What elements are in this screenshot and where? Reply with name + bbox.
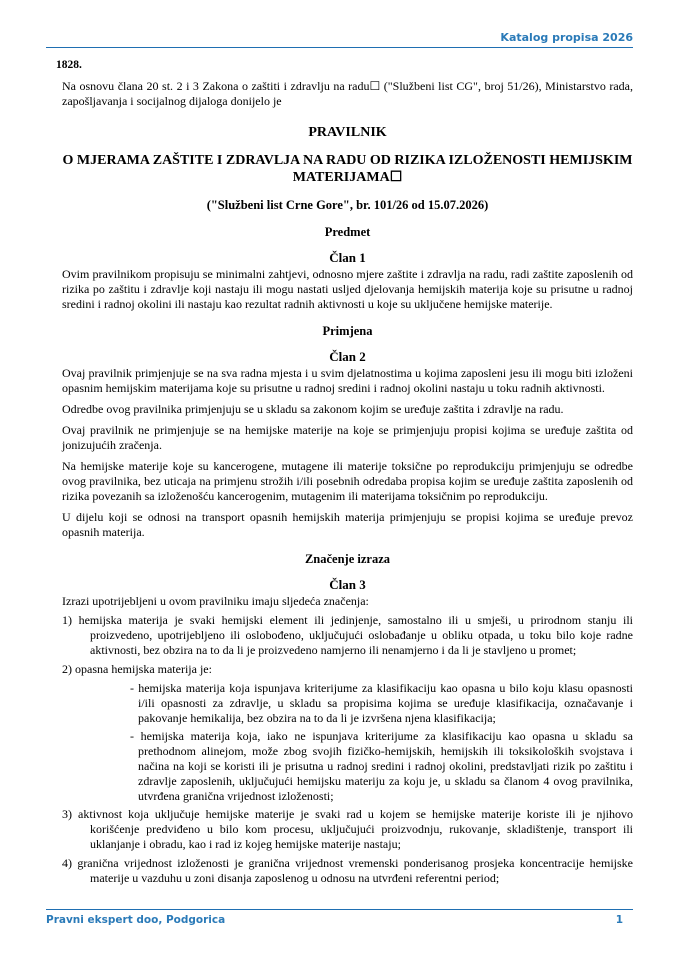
document-number: 1828. [56, 59, 82, 71]
article-1-heading: Član 1 [329, 250, 366, 265]
article-2-paragraph-5: U dijelu koji se odnosi na transport opasnih hemijskih materija primjenjuju se propisi kojima se uređuje prevoz opasnih materija. [62, 510, 633, 539]
document-title: PRAVILNIK [308, 125, 387, 140]
article-2-paragraph-1: Ovaj pravilnik primjenjuje se na sva radna mjesta i u svim djelatnostima u kojima zaposleni jesu ili mogu biti izloženi opasnim hemijskim materijama koje su prisutne u radnoj sredini i radnoj okolini nastaju u toku radnih aktivnosti. [62, 366, 633, 395]
page-number: 1 [615, 914, 623, 926]
document-body [56, 58, 633, 890]
article-3-lead: Izrazi upotrijebljeni u ovom pravilniku imaju sljedeća značenja: [62, 594, 369, 608]
article-1-paragraph: Ovim pravilnikom propisuju se minimalni zahtjevi, odnosno mjere zaštite i zdravlja na radu, radi zaštite zaposlenih od rizika po zaštitu i zdravlje koji nastaju ili mogu nastati uslјed djelovanja hemijskih materija koje su prisutne u radnoj sredini i radnoj okolini ili nastaju kao rezultat radnih aktivnosti u koje su uključene hemijske materije. [62, 267, 633, 311]
section-heading-znacenje-izraza: Značenje izraza [304, 552, 391, 566]
article-2-paragraph-2: Odredbe ovog pravilnika primjenjuju se u skladu sa zakonom kojim se uređuje zaštita i zdravlje na radu. [62, 402, 564, 416]
article-3-item-1: 1) hemijska materija je svaki hemijski element ili jedinjenje, samostalno ili u smješi, u prirodnom stanju ili proizvedeno, upotrijebljeno ili oslobođeno, uključujući oslobađanje u obliku otpada, u toku bilo koje radne aktivnosti, bez obzira na to da li je proizvedeno namjerno ili nenamjerno i da li je stavljeno u promet; [62, 613, 633, 657]
article-2-heading: Član 2 [329, 349, 366, 364]
section-heading-predmet: Predmet [324, 225, 371, 239]
page-footer [46, 909, 633, 931]
article-3-heading: Član 3 [329, 577, 366, 592]
article-3-item-4: 4) granična vrijednost izloženosti je granična vrijednost vremenski ponderisanog prosjeka koncentracije hemijske materije u vazduhu u zoni disanja zaposlenog u odnosu na utvrđeni referentni period; [62, 856, 633, 885]
article-3-item-3: 3) aktivnost koja uključuje hemijske materije je svaki rad u kojem se hemijske materije koriste ili je njihovo korišćenje predviđeno u bilo kom procesu, uključujući proizvodnju, rukovanje, skladištenje, transport ili uklanjanje i obradu, kao i rad iz kojeg hemijske materije nastaju; [62, 807, 633, 851]
footer-publisher: Pravni ekspert doo, Podgorica [46, 914, 226, 926]
article-3-item-2-bullet-1: - hemijska materija koja ispunjava kriterijume za klasifikaciju kao opasna u bilo koju klasu opasnosti i/ili opasnosti za zdravlje, u skladu sa propisima kojima se uređuje klasifikacija, označavanje i pakovanje hemikalija, bez obzira na to da li je izvršena njena klasifikacija; [130, 681, 633, 725]
header-title: Katalog propisa 2026 [500, 31, 633, 44]
article-3-item-2-bullet-2: - hemijska materija koja, iako ne ispunjava kriterijume za klasifikaciju kao opasna u skladu sa prethodnom alinejom, može zbog svojih fizičko-hemijskih, hemijskih ili toksikoloških svojstava i načina na koji se koristi ili je prisutna u radnoj sredini i radnoj okolini, predstavljati rizik po zaštitu i zdravlje zaposlenih, uključujući hemijsku materiju za koju je, u skladu sa članom 4 ovog pravilnika, utvrđena granična vrijednost izloženosti; [130, 729, 633, 803]
document-subtitle: O MJERAMA ZAŠTITE I ZDRAVLJA NA RADU OD RIZIKA IZLOŽENOSTI HEMIJSKIM MATERIJAMA☐ [62, 153, 633, 185]
article-2-paragraph-4: Na hemijske materije koje su kancerogene, mutagene ili materije toksične po reprodukciju primjenjuju se odredbe ovog pravilnika, bez uticaja na primjenu strožih i/ili posebnih odredaba propisa kojim se uređuje zaštita zaposlenih od rizika povezanih sa izloženošću kancerogenim, mutagenim ili materijama toksičnim po reprodukciju. [62, 459, 633, 503]
article-3-item-2: 2) opasna hemijska materija je: [62, 662, 212, 676]
page-header [46, 30, 633, 48]
intro-paragraph: Na osnovu člana 20 st. 2 i 3 Zakona o zaštiti i zdravlju na radu☐ ("Službeni list CG", broj 51/26), Ministarstvo rada, zapošljavanja i socijalnog dijaloga donijelo je [62, 79, 633, 108]
gazette-reference: ("Službeni list Crne Gore", br. 101/26 od 15.07.2026) [206, 198, 489, 212]
article-2-paragraph-3: Ovaj pravilnik ne primjenjuje se na hemijske materije na koje se primjenjuju propisi kojima se uređuje zaštita od jonizujućih zračenja. [62, 423, 633, 452]
section-heading-primjena: Primjena [322, 324, 373, 338]
